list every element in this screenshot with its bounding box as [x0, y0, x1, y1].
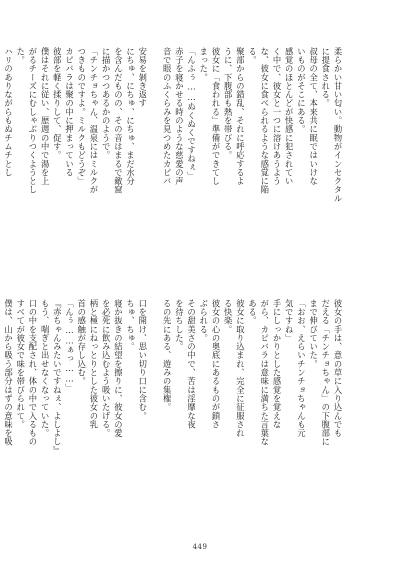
text-line: く中で、彼女と一つに溶けあうよう — [271, 47, 282, 186]
text-line: 気ですね」 — [284, 299, 295, 343]
text-line: 手にしっかりとした感覚を覚えな — [271, 299, 282, 429]
text-line: 彼女に取り込まれ、完全に征服され — [235, 299, 246, 438]
text-line: いものがそこにある。 — [296, 47, 307, 134]
text-line: 叔母の全て、本来共に眠ではいけな — [308, 47, 319, 186]
column-gap — [149, 47, 161, 283]
text-line: 赤子を寝かせる時のような慈愛の声 — [174, 47, 185, 186]
text-line: カピバラは聚の中に押まっている — [64, 47, 75, 177]
text-line: る快楽。 — [223, 299, 234, 334]
text-line: 彼女に「食われる」準備ができてし — [210, 47, 221, 186]
text-line: 「チンチョちゃん、温泉にはミルクが — [88, 47, 99, 195]
text-line — [0, 47, 2, 283]
text-line: がるチーズにむしゃぶりつくようとし — [27, 47, 38, 195]
text-line: な、彼女に食べられるような感覚に陥 — [259, 47, 270, 195]
text-line: 「んぅ……ぁっ……」 — [64, 299, 75, 393]
column-gap — [149, 299, 161, 535]
text-line: 口を開け、思い切り口に含む。 — [137, 299, 148, 421]
text-line: まった。 — [198, 47, 209, 82]
text-line: うに、下腹部も熱を帯びる。 — [223, 47, 234, 160]
text-line: を含んだものの、その音はまるで敵窟 — [113, 47, 124, 195]
text-line: 柔らかい甘い匂い。動物がインセクタル — [333, 47, 343, 203]
text-line: 彼部を軽く揉りして、促す。 — [52, 47, 63, 160]
text-line: を待ちした。 — [174, 299, 185, 351]
text-line: 『赤ちゃんみたいですねぇ、よしよし』 — [52, 299, 63, 455]
text-line: まで伸びていた。 — [308, 299, 319, 369]
text-line: 僕はそれに従い、歴週の中で湯を上 — [40, 47, 51, 186]
text-block-lower — [0, 299, 344, 535]
text-line: がら、カピバラは意味に満ちた言葉な — [259, 299, 270, 447]
text-line: た。 — [15, 47, 26, 65]
text-line: もう、喘ぎと出せなくなっていた。 — [40, 299, 51, 438]
text-line: 僕は、山から吸う部分はずの意味を吸 — [3, 299, 14, 447]
text-line: 「んふぅ……ぬくぬくですねぇ」 — [186, 47, 197, 181]
text-line: に提食される。 — [320, 47, 331, 108]
text-line: ある。 — [247, 299, 258, 325]
text-line: 感覚のほとんどが快感に犯されてい — [284, 47, 295, 186]
text-line: だえる「チンチョちゃん」の下腹部に — [320, 299, 331, 447]
text-block-upper — [0, 47, 344, 283]
text-line: 口の中を支配され、体の中で入るもの — [27, 299, 38, 447]
text-line: 聚部からの錯乱、それに呼応するよ — [235, 47, 246, 186]
text-line: るの先にある、遊みの集権。 — [162, 299, 173, 412]
text-line: つきものですよ。ミルクもどうぞ」 — [76, 47, 87, 186]
text-line: ハリのありながらもぬチムチとし — [3, 47, 14, 177]
text-line: 彼女の心の奥底にあるものが鎖さ — [210, 299, 221, 429]
text-line: 首の感触が存し込む。 — [76, 299, 87, 386]
text-line: にちゅ、にちゅ、にちゅ、まだ水分 — [125, 47, 136, 186]
text-line: 柄と極にねっとりとした彼女の乳 — [88, 299, 99, 429]
text-line: 彼女の手は、意の草に入り込んでも — [333, 299, 343, 438]
text-line: 「おお、えらいチンチョちゃんも元 — [296, 299, 307, 438]
page-number: 449 — [192, 543, 208, 551]
text-line: 音で眼のふくらみを見つめたカピバ — [162, 47, 173, 186]
text-line: ぶられる。 — [198, 299, 209, 343]
text-line: 安易を剝き返す — [137, 47, 148, 108]
text-line: を必死に飲み込むよう吸いたげる。 — [101, 299, 112, 438]
text-line: に描かつつあるかのようで。 — [101, 47, 112, 160]
text-line: る。 — [247, 47, 258, 65]
text-line: 寝か抜きの結望を擦りに、彼女の愛 — [113, 299, 124, 438]
text-line: ちゅ、ちゅ。 — [125, 299, 136, 351]
text-line: その甜美さの中で、苦は淫靡な夜 — [186, 299, 197, 429]
text-line: すべてが彼女で味を帯びられて。 — [15, 299, 26, 429]
